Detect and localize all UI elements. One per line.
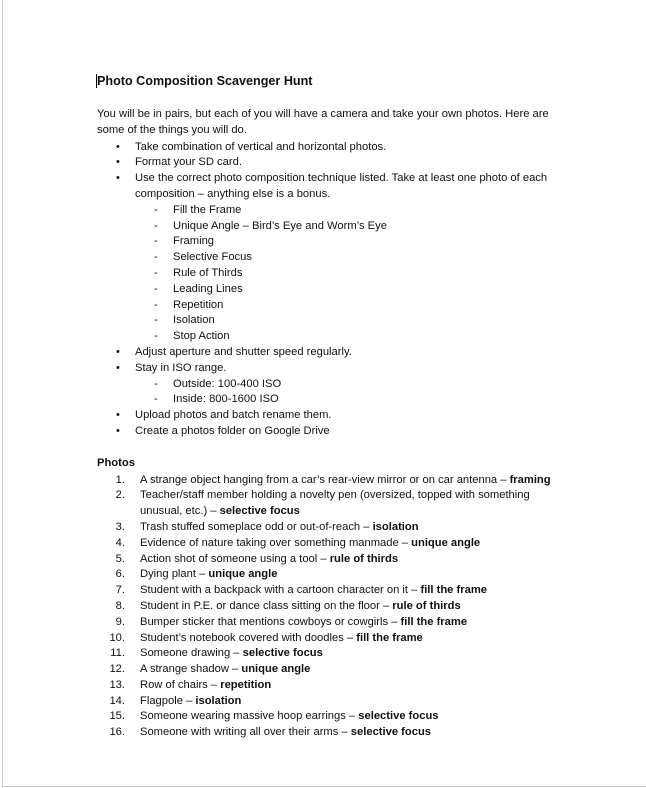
photo-item <box>97 646 557 662</box>
technique-item: - Fill the Frame <box>135 203 557 219</box>
photo-item-technique: selective focus <box>358 710 439 723</box>
photo-item <box>97 678 557 694</box>
photo-item-number: 13. <box>109 678 125 691</box>
photo-item-number: 2. <box>115 489 125 502</box>
photo-item-number: 7. <box>115 584 125 597</box>
photo-item-technique: isolation <box>195 694 242 707</box>
photo-item-number: 14. <box>109 694 125 707</box>
photo-item-number: 5. <box>115 552 125 565</box>
photo-item-number: 11. <box>110 647 125 660</box>
photos-list <box>97 473 557 742</box>
technique-item: - Unique Angle – Bird’s Eye and Worm’s Eye <box>135 219 557 235</box>
instructions-list <box>97 140 557 440</box>
technique-item: - Framing <box>135 234 557 250</box>
photo-item-text: Action shot of someone using a tool – <box>140 552 330 565</box>
photo-item-text: Someone with writing all over their arms – <box>140 726 351 739</box>
photo-item-text: A strange object hanging from a car’s rear-view mirror or on car antenna – <box>140 473 510 486</box>
photo-item-technique: isolation <box>372 520 419 533</box>
list-item: • Upload photos and batch rename them. <box>97 408 557 424</box>
photo-item <box>97 694 557 710</box>
photo-item-number: 1. <box>115 473 125 486</box>
photo-item-technique: repetition <box>220 678 272 691</box>
photo-item-text: Student’s notebook covered with doodles – <box>140 631 357 644</box>
photo-item-technique: unique angle <box>208 568 278 581</box>
photos-heading: Photos <box>97 456 135 469</box>
photo-item-text: Flagpole – <box>140 694 196 707</box>
photo-item-number: 16. <box>109 726 125 739</box>
photo-item-number: 6. <box>115 568 125 581</box>
iso-item: - Outside: 100-400 ISO <box>135 377 557 393</box>
list-item: • Adjust aperture and shutter speed regularly. <box>97 345 557 361</box>
technique-item: - Rule of Thirds <box>135 266 557 282</box>
list-item <box>97 171 557 345</box>
list-item: • Format your SD card. <box>97 155 557 171</box>
photo-item-technique: selective focus <box>219 505 300 518</box>
techniques-list <box>135 203 557 345</box>
photo-item-technique: selective focus <box>242 647 323 660</box>
technique-item: - Repetition <box>135 298 557 314</box>
photo-item-number: 9. <box>115 615 125 628</box>
photo-item-technique: framing <box>509 473 551 486</box>
photo-item-text: Dying plant – <box>140 568 209 581</box>
photo-item <box>97 662 557 678</box>
photo-item-text: Bumper sticker that mentions cowboys or cowgirls – <box>140 615 401 628</box>
technique-item: - Isolation <box>135 313 557 329</box>
iso-item: - Inside: 800-1600 ISO <box>135 392 557 408</box>
list-item-text: Use the correct photo composition technique listed. Take at least one photo of each composition – anything else is a bonus. <box>135 172 548 200</box>
photo-item-text: A strange shadow – <box>140 663 242 676</box>
photo-item-text: Row of chairs – <box>140 678 221 691</box>
photo-item-technique: selective focus <box>350 726 432 739</box>
photo-item <box>97 488 557 520</box>
photo-item <box>97 473 557 489</box>
photo-item <box>97 536 557 552</box>
photo-item-number: 10. <box>109 631 125 644</box>
photo-item-number: 4. <box>115 536 125 549</box>
photo-item-number: 3. <box>115 520 125 533</box>
technique-item: - Selective Focus <box>135 250 557 266</box>
document-title: Photo Composition Scavenger Hunt <box>97 74 313 88</box>
photo-item-number: 15. <box>109 710 125 723</box>
document-body[interactable] <box>97 72 557 741</box>
photo-item-technique: unique angle <box>411 536 481 549</box>
photo-item <box>97 631 557 647</box>
photo-item-text: Teacher/staff member holding a novelty pen (oversized, topped with something unusual, etc.) – <box>140 489 530 518</box>
iso-list <box>135 377 557 409</box>
photo-item-technique: rule of thirds <box>392 599 461 612</box>
photo-item <box>97 520 557 536</box>
technique-item: - Leading Lines <box>135 282 557 298</box>
technique-item: - Stop Action <box>135 329 557 345</box>
photo-item-technique: fill the frame <box>400 615 468 628</box>
photo-item <box>97 567 557 583</box>
photo-item-technique: fill the frame <box>356 631 423 644</box>
photo-item-number: 8. <box>115 599 125 612</box>
list-item <box>97 361 557 408</box>
photo-item-number: 12. <box>109 663 125 676</box>
photo-item <box>97 552 557 568</box>
photo-item-text: Student in P.E. or dance class sitting on the floor – <box>140 599 393 612</box>
photo-item-technique: fill the frame <box>420 584 487 597</box>
photo-item <box>97 615 557 631</box>
photo-item <box>97 599 557 615</box>
photo-item-text: Someone drawing – <box>140 647 243 660</box>
photo-item <box>97 725 557 741</box>
photo-item-text: Student with a backpack with a cartoon character on it – <box>140 584 421 597</box>
list-item: • Take combination of vertical and horizontal photos. <box>97 140 557 156</box>
page-edge-left <box>2 0 3 788</box>
list-item-text: Stay in ISO range. <box>135 361 227 374</box>
photo-item-text: Someone wearing massive hoop earrings – <box>140 710 359 723</box>
list-item: • Create a photos folder on Google Drive <box>97 424 557 440</box>
photo-item-technique: rule of thirds <box>329 552 399 565</box>
photo-item <box>97 583 557 599</box>
photo-item-text: Evidence of nature taking over something manmade – <box>140 536 412 549</box>
intro-paragraph: You will be in pairs, but each of you will have a camera and take your own photos. Here are some of the things you will do. <box>97 108 549 136</box>
photo-item <box>97 709 557 725</box>
page-edge-bottom <box>2 786 646 787</box>
photo-item-technique: unique angle <box>241 663 311 676</box>
photo-item-text: Trash stuffed someplace odd or out-of-reach – <box>140 520 373 533</box>
